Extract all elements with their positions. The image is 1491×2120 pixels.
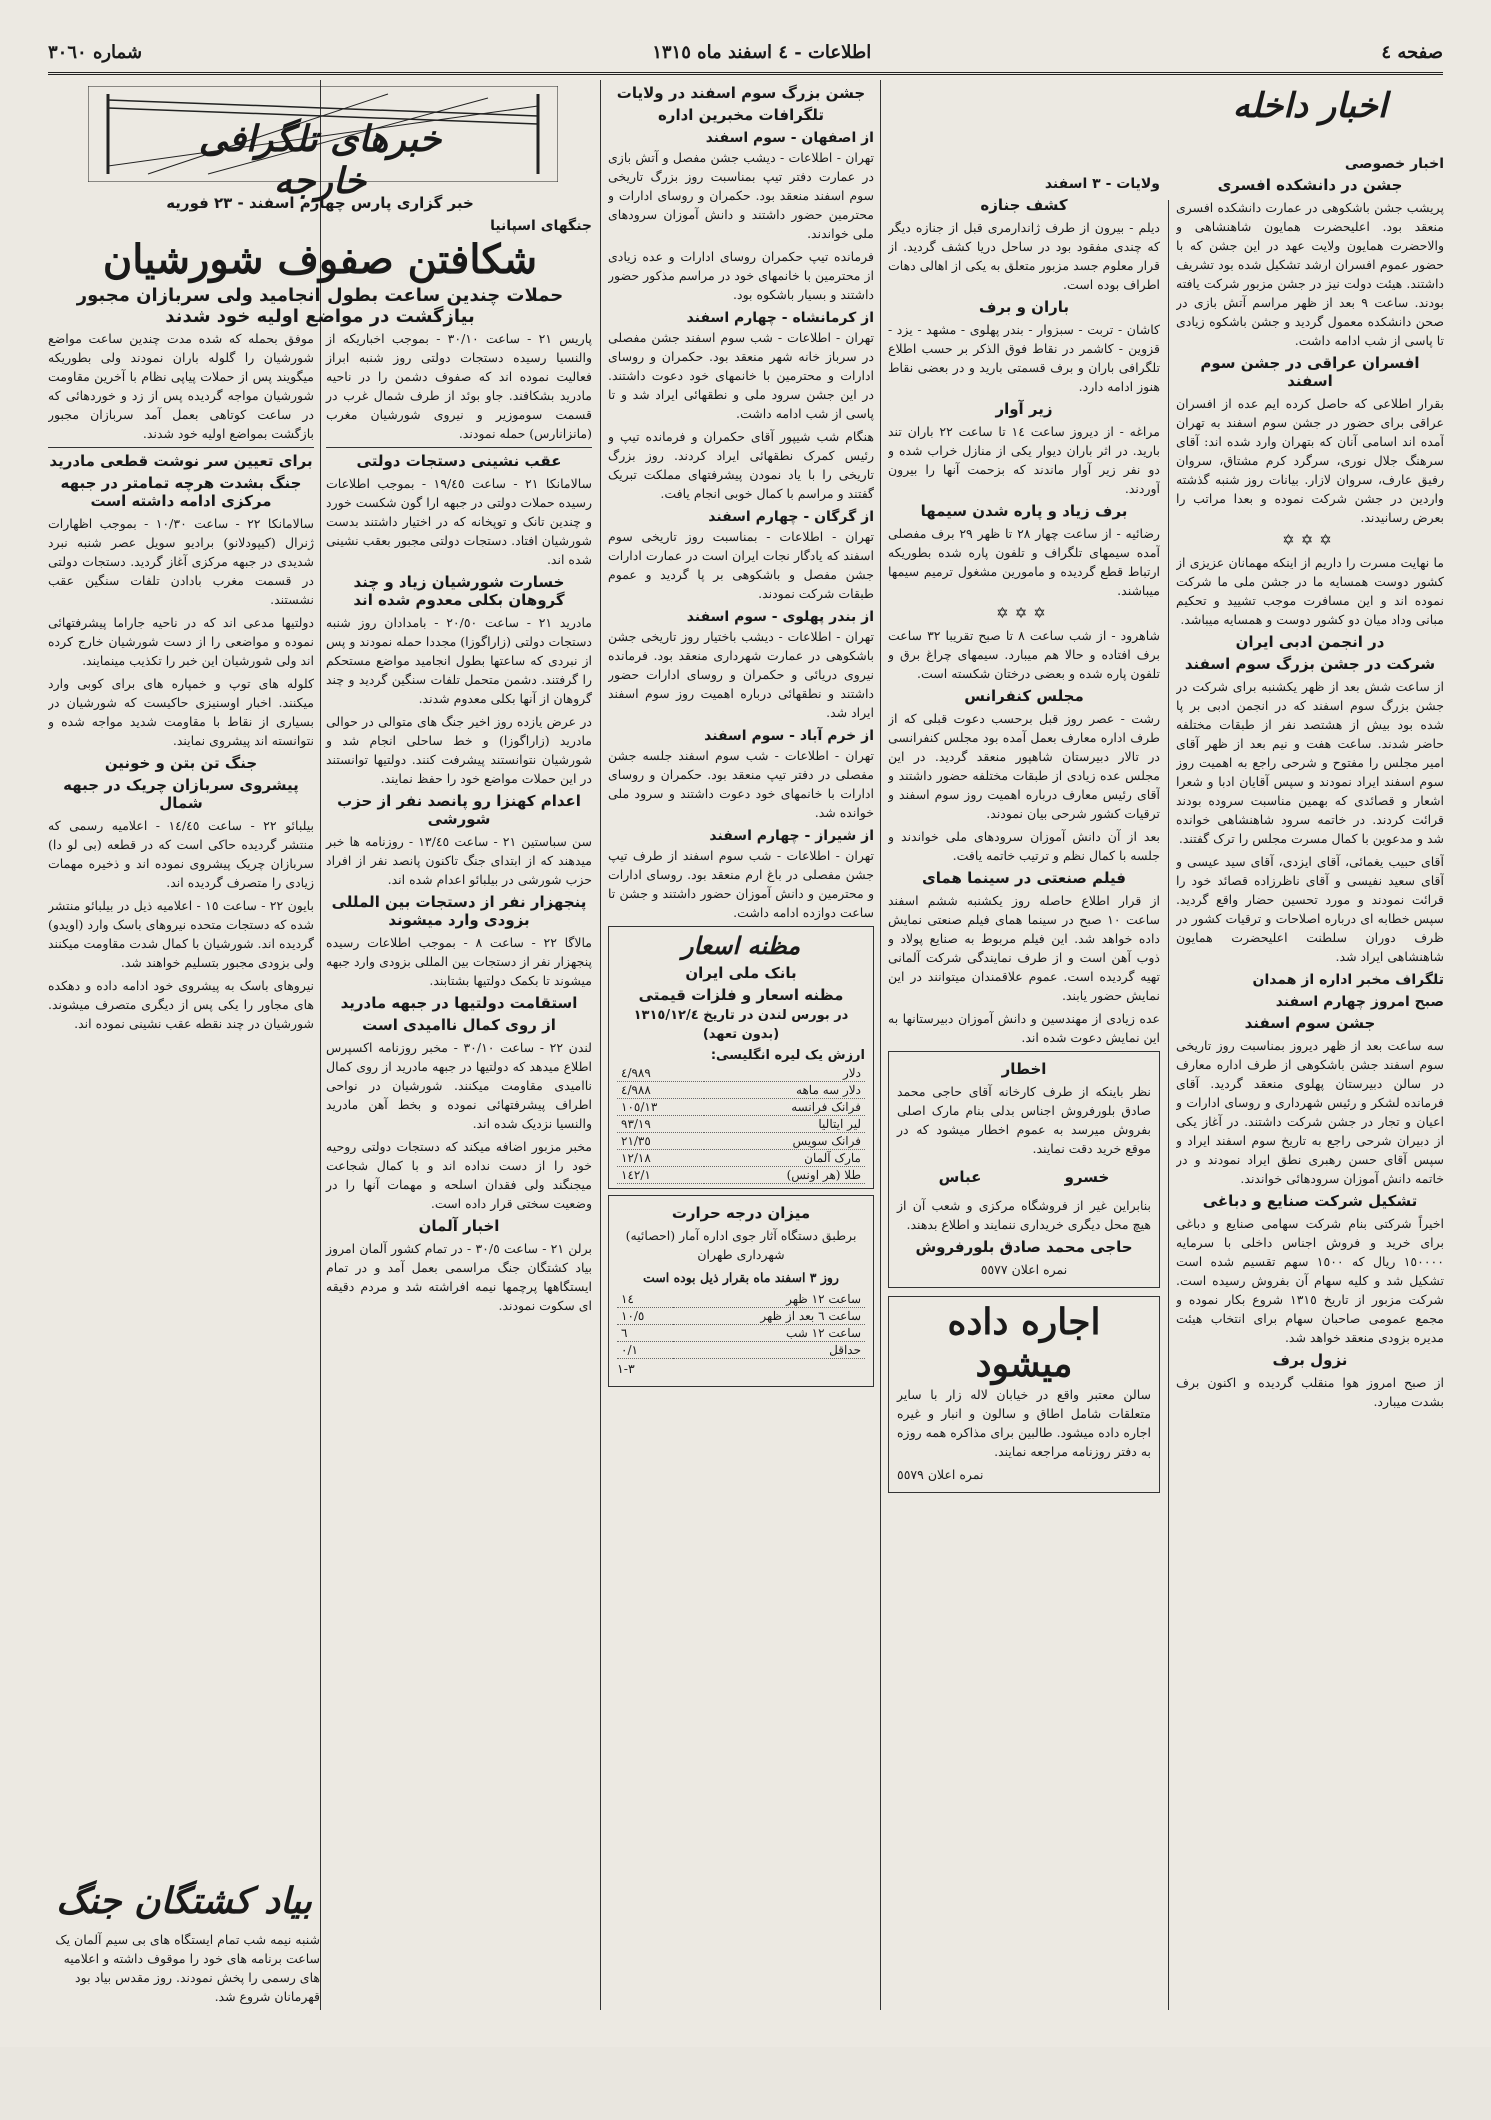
article-text: فرمانده تیپ حکمران روسای ادارات و عده زیادی از محترمین با خانمهای خود در مراسم مذکور حضور داشتند و بسیار باشکوه بود. (608, 249, 874, 302)
currency-rate: ١٢/١٨ (617, 1150, 704, 1167)
currency-name: فرانک فرانسه (704, 1099, 865, 1116)
article-text: رشت - عصر روز قبل برحسب دعوت قبلی که از طرف اداره معارف بعمل آمده بود مجلس کنفرانسی در تالار دبیرستان شاهپور منعقد گردید. در این مجلس عده زیادی از طبقات مختلفه حضور داشتند و آقای رئیس معارف درباره اهمیت روز سوم اسفند و ترقیات کشور شرحی بیان نمودند. (888, 711, 1160, 821)
article-text: سالامانکا ٢١ - ساعت ١٩/٤٥ - بموجب اطلاعات رسیده حملات دولتی در جبهه ارا گون شکست خورد و چندین تانک و توپخانه که در اختیار داشتند بدست شورشیان افتاد. دستجات دولتی مجبور بعقب نشینی شده اند. (326, 476, 592, 567)
table-row (617, 1116, 865, 1133)
notice-heading: اخطار (1001, 1060, 1047, 1078)
article-heading: باران و برف (979, 298, 1069, 316)
article-heading: نزول برف (1272, 1351, 1348, 1369)
temperature-value: ٠/١ (617, 1342, 673, 1359)
column-celebrations (608, 80, 874, 2010)
article-heading: اخبار آلمان (418, 1217, 500, 1235)
temperature-table (617, 1291, 865, 1359)
two-col-wrap (48, 329, 592, 1319)
currency-rate: ١٠٥/١٣ (617, 1099, 704, 1116)
article-subheading: جشن سوم اسفند (1244, 1014, 1376, 1032)
article-subheading: از روی کمال ناامیدی است (362, 1016, 556, 1034)
section-heading: جنگهای اسپانیا (490, 218, 592, 234)
temperature-box (608, 1195, 874, 1387)
ad-ref: نمره اعلان ٥٥٧٧ (980, 1262, 1068, 1277)
table-row (617, 1308, 865, 1325)
article-text: نیروهای باسک به پیشروی خود ادامه داده و دهکده های مجاور را یکی پس از دیگری متصرف میشوند. شورشیان در چند نقطه عقب نشینی نموده اند. (48, 978, 314, 1031)
column-rule (880, 80, 881, 2010)
article-text: تهران - اطلاعات - دیشب باختیار روز تاریخی جشن باشکوهی در عمارت شهرداری منعقد بود. فرمانده نیروی دریائی و حکمران و روسای ادارات حضور داشتند و نطقهائی درباره اهمیت روز سوم اسفند ایراد شد. (608, 629, 874, 720)
dateline-heading: از کرمانشاه - چهارم اسفند (686, 310, 874, 326)
ad-ref: ٣-١ (617, 1361, 635, 1376)
article-heading: صبح امروز چهارم اسفند (1275, 994, 1444, 1010)
dateline-heading: از گرگان - چهارم اسفند (708, 509, 874, 525)
foreign-news (48, 190, 592, 2010)
article-subheading: تلگرافات مخبرین اداره (657, 106, 825, 124)
exchange-rates-box (608, 926, 874, 1189)
column-provinces (888, 80, 1160, 2010)
temperature-caption: روز ٣ اسفند ماه بقرار ذیل بوده است (643, 1270, 839, 1285)
temperature-time: حداقل (673, 1342, 865, 1359)
article-text: ما نهایت مسرت را داریم از اینکه مهمانان عزیزی از کشور دوست همسایه ما در جشن ملی ما شرکت نموده اند و این مسافرت موجب تشیید و تحکیم مبانی وداد میان دو کشور دوست و همسایه میباشد. (1176, 555, 1444, 627)
article-heading: اعدام کهنزا رو پانصد نفر از حزب شورشی (337, 792, 581, 828)
bank-name: بانک ملی ایران (685, 964, 797, 982)
ornament: ✡✡✡ (996, 604, 1052, 622)
sub-col-right (326, 329, 592, 1319)
article-text: کاشان - تربت - سبزوار - بندر پهلوی - مشهد - یزد - قزوین - کاشمر در نقاط فوق الذکر بر حسب اطلاع تلگرافی باران و برف قسمتی بارید و در بعضی نقاط هنوز ادامه دارد. (888, 322, 1160, 394)
notice-text: نظر باینکه از طرف کارخانه آقای حاجی محمد صادق بلورفروش اجناس بدلی بنام مارک اصلی بفروش میرسد به عموم اخطار میشود که در موقع خرید دقت نمایند. (897, 1084, 1151, 1156)
article-text: سه ساعت بعد از ظهر دیروز بمناسبت روز تاریخی سوم اسفند جشن باشکوهی از طرف اداره معارف در سالن دبیرستان پهلوی منعقد گردید. آقای فرمانده لشکر و رئیس شهرداری و روسای ادارات و اعیان و تجار در جشن شرکت داشتند. در آغاز یکی از دبیران شرحی راجع به تاریخ سوم اسفند ایراد و سپس آقای حسن رهبری نطق ایراد نمودند و در خاتمه دانش آموزان سرودهائی خواندند. (1176, 1038, 1444, 1186)
article-text: تهران - اطلاعات - بمناسبت روز تاریخی سوم اسفند که یادگار نجات ایران است در عمارت ادارات جشن مفصل و باشکوهی بر پا گردید و عموم طبقات شرکت نمودند. (608, 529, 874, 601)
article-text: مراغه - از دیروز ساعت ١٤ تا ساعت ٢٢ باران تند بارید. در اثر باران دیوار یکی از منازل خراب شده و دو نفر زیر آوار ماندند که بزحمت آنها را بیرون آوردند. (888, 424, 1160, 496)
article-text: از قرار اطلاع حاصله روز یکشنبه ششم اسفند ساعت ١٠ صبح در سینما همای فیلم صنعتی نمایش داده خواهد شد. این فیلم مربوط به صنایع پولاد و ذوب آهن است و از طرف نمایندگی شرکت آلمانی تهیه گردیده است. عموم علاقمندان میتوانند در این نمایش حضور یابند. (888, 893, 1160, 1003)
article-heading: جشن در دانشکده افسری (1217, 176, 1403, 194)
temperature-time: ساعت ١٢ ظهر (673, 1291, 865, 1308)
temperature-title: میزان درجه حرارت (671, 1204, 811, 1222)
article-text: مادرید ٢١ - ساعت ٢٠/٥٠ - بامدادان روز شنبه دستجات دولتی (زاراگوزا) مجددا حمله نمودند و پس از نبردی که ساعتها بطول انجامید مواضع مستحکم را گرفتند. دشمن متحمل تلفات سنگین گردید و چند گروهان از آنها بکلی معدوم شدند. (326, 615, 592, 706)
currency-name: دلار (704, 1065, 865, 1082)
column-rule (1168, 200, 1169, 2010)
article-text: برلن ٢١ - ساعت ٣٠/٥ - در تمام کشور آلمان امروز بیاد کشتگان جنگ مراسمی بعمل آمد و در تمام ایستگاهها پرچمها نیمه افراشته شد و مردم دقیقه ای سکوت نمودند. (326, 1241, 592, 1313)
article-heading: خسارت شورشیان زیاد و چند گروهان بکلی معدوم شده اند (353, 573, 565, 609)
currency-name: دلار سه ماهه (704, 1082, 865, 1099)
article-heading: جشن بزرگ سوم اسفند در ولایات (616, 84, 866, 102)
dateline-heading: از بندر پهلوی - سوم اسفند (686, 609, 874, 625)
article-text: تهران - اطلاعات - شب سوم اسفند جلسه جشن مفصلی در دفتر تیپ منعقد بود. حکمران و روسای ادارات با خانمهای خود دعوت داشتند و سرود ملی خوانده شد. (608, 748, 874, 820)
page-header (48, 32, 1443, 75)
article-text: تهران - اطلاعات - شب سوم اسفند از طرف تیپ جشن مفصلی در باغ ارم منعقد بود. روسای ادارات و محترمین و دانش آموزان حضور داشتند و جشن تا ساعت دوازده ادامه داشت. (608, 848, 874, 920)
article-text: تهران - اطلاعات - دیشب جشن مفصل و آتش بازی در عمارت دفتر تیپ بمناسبت روز بزرگ تاریخی سوم اسفند منعقد بود. حکمران و روسای ادارات و محترمین حضور داشتند و دانش آموزان سرودهای ملی خواندند. (608, 150, 874, 241)
article-text: موفق بحمله که شده مدت چندین ساعت مواضع شورشیان را گلوله باران نمودند ولی بطوریکه میگویند پس از حملات پیاپی نظام با آخرین مقاومت شورشیان مواجه گردیده پس از زد و خوردهائی که در ساعت کوتاهی بعمل آمد سربازان مجبور بازگشت بمواضع اولیه خود شدند. (48, 331, 314, 441)
section-heading: ولایات - ٣ اسفند (1044, 176, 1160, 192)
temperature-value: ٦ (617, 1325, 673, 1342)
article-text: عده زیادی از مهندسین و دانش آموزان دبیرستانها به این نمایش دعوت شده اند. (888, 1011, 1160, 1045)
article-text: آقای حبیب یغمائی، آقای ایزدی، آقای سید عیسی و آقای سعید نفیسی و آقای ناظرزاده قصائد خود را قرائت نمودند و مورد تحسین حضار واقع گردید. سپس خطابه ای درباره اصلاحات و ترقیات کشور در ظرف دوران سلطنت اعلیحضرت همایون شاهنشاهی ایراد شد. (1176, 854, 1444, 964)
article-text: بیلبائو ٢٢ - ساعت ١٤/٤٥ - اعلامیه رسمی که منتشر گردیده حاکی است که در قطعه (بی لو دا) سربازان چریک پیشروی نموده اند و ذخیره مهمات زیادی را متصرف گردیده اند. (48, 818, 314, 890)
article-heading: مجلس کنفرانس (964, 687, 1084, 705)
notice-name: عباس (938, 1168, 982, 1186)
article-text: بقرار اطلاعی که حاصل کرده ایم عده از افسران عراقی برای حضور در جشن سوم اسفند به تهران آمده اند اسامی آنان که بتهران وارد شده اند: آقای سرهنگ جلال نوری، سرگرد کرم مشتاق، سروان رفیق عارف، سروان لازار. بیانات روز شنبه گذشته واردین در جشن شرکت نموده و بعدا مراتب را بعرض رسانیدند. (1176, 396, 1444, 525)
article-text: اخیراً شرکتی بنام شرکت سهامی صنایع و دباغی برای خرید و فروش اجناس داخلی با سرمایه ١٥٠٠٠٠ ریال که ١٥٠٠ سهم تقسیم شده است تشکیل شد و کلیه سهام آن بفروش رسیده است. شرکت مزبور از تاریخ ١٣١٥ شروع بکار نموده و مجمع عمومی صاحبان سهام برای انتخاب هیئت مدیره بزودی منعقد خواهد شد. (1176, 1216, 1444, 1345)
issue-number: شماره ٣٠٦٠ (48, 41, 143, 63)
ad-ref: نمره اعلان ٥٥٧٩ (897, 1467, 984, 1482)
table-row (617, 1291, 865, 1308)
temperature-source: برطبق دستگاه آثار جوی اداره آمار (احصائیه) شهرداری طهران (625, 1228, 857, 1262)
exchange-title: مظنه اسعار (681, 931, 801, 960)
article-text: از صبح امروز هوا منقلب گردیده و اکنون برف بشدت میبارد. (1176, 1375, 1444, 1409)
rule (326, 447, 592, 448)
article-heading: استقامت دولتیها در جبهه مادرید (340, 994, 578, 1012)
notice-signature: حاجی محمد صادق بلورفروش (915, 1238, 1133, 1256)
article-text: سالامانکا ٢٢ - ساعت ١٠/٣٠ - بموجب اظهارات ژنرال (کیپودلانو) برادیو سویل عصر شنبه نبرد شدیدی در جبهه مرکزی آغاز گردید. دستجات دولتی در قسمت مغرب بادادن تلفات سنگین عقب نشستند. (48, 516, 314, 607)
currency-rate: ٢١/٣٥ (617, 1133, 704, 1150)
article-heading: پنجهزار نفر از دستجات بین المللی بزودی وارد میشوند (331, 893, 587, 929)
column-domestic (1176, 80, 1444, 2010)
exchange-date: در بورس لندن در تاریخ ١٣١٥/١٢/٤ (633, 1008, 849, 1023)
table-row (617, 1342, 865, 1359)
article-heading: کشف جنازه (980, 196, 1068, 214)
article-heading: جنگ تن بتن و خونین (104, 754, 258, 772)
currency-rate: ١٤٢/١ (617, 1167, 704, 1184)
notice-names (897, 1164, 1151, 1190)
table-row (617, 1065, 865, 1082)
war-dead-headline: بیاد کشتگان جنگ (56, 1880, 312, 1922)
article-text: دولتیها مدعی اند که در ناحیه جاراما پیشرفتهائی نموده و مواضعی را از دست شورشیان خارج کرده اند ولی شورشیان این خبر را تکذیب مینمایند. (48, 615, 314, 668)
temperature-time: ساعت ١٢ شب (673, 1325, 865, 1342)
currency-name: طلا (هر اونس) (704, 1167, 865, 1184)
main-headline: شکافتن صفوف شورشیان (102, 236, 538, 283)
currency-name: لیر ایتالیا (704, 1116, 865, 1133)
temperature-time: ساعت ٦ بعد از ظهر (673, 1308, 865, 1325)
page-number: صفحه ٤ (1381, 41, 1443, 63)
section-heading: اخبار خصوصی (1344, 156, 1444, 172)
domestic-news-title: اخبار داخله (1232, 86, 1388, 126)
article-text: دیلم - بیرون از طرف ژاندارمری قبل از جنازه دیگر که چندی مفقود بود در ساحل دریا کشف گردید. از قرار معلوم جسد مزبور متعلق به یکی از اهالی دهات اطراف بوده است. (888, 220, 1160, 292)
currency-name: فرانک سویس (704, 1133, 865, 1150)
article-heading: برف زیاد و پاره شدن سیمها (920, 502, 1128, 520)
article-text: شاهرود - از شب ساعت ٨ تا صبح تقریبا ٣٢ ساعت برف افتاده و حالا هم میبارد. سیمهای چراغ برق و تلفون پاره شده و بعضی درختان شکسته است. (888, 628, 1160, 681)
masthead-date: اطلاعات - ٤ اسفند ماه ١٣١٥ (652, 41, 872, 63)
rent-ad-box (888, 1296, 1160, 1493)
exchange-caption: ارزش یک لیره انگلیسی: (710, 1048, 865, 1063)
table-row (617, 1133, 865, 1150)
article-heading: تلگراف مخبر اداره از همدان (1252, 972, 1444, 988)
column-rule (600, 80, 601, 2010)
article-text: پاریس ٢١ - ساعت ٣٠/١٠ - بموجب اخباریکه از والنسیا رسیده دستجات دولتی روز شنبه ابراز فعالیت نموده اند که صفوف دشمن را در ناحیه مادرید بشکافند. جاو بوئد از طرف شمال غرب در قسمت سوموزیر و نیروی شورشیان مغرب (مانزانارس) حمله نمودند. (326, 331, 592, 441)
article-subheading: پیشروی سربازان چریک در جبهه شمال (63, 776, 299, 812)
article-subheading: شرکت در جشن بزرگ سوم اسفند (1184, 655, 1436, 673)
spacer (888, 80, 1160, 170)
table-row (617, 1167, 865, 1184)
notice-text: بنابراین غیر از فروشگاه مرکزی و شعب آن از هیچ محل دیگری خریداری ننمایند و اطلاع بدهند. (897, 1198, 1151, 1232)
article-text: مالاگا ٢٢ - ساعت ٨ - بموجب اطلاعات رسیده پنجهزار نفر از دستجات بین المللی بزودی وارد جبهه میشوند تا بکمک دولتیها بشتابند. (326, 935, 592, 988)
article-text: شنبه نیمه شب تمام ایستگاه های بی سیم آلمان یک ساعت برنامه های خود را موقوف داشته و اعلامیه های رسمی را پخش نمودند. روز مقدس بیاد بود قهرمانان شروع شد. (55, 1932, 320, 2004)
article-heading: در انجمن ادبی ایران (1235, 633, 1385, 651)
article-text: تهران - اطلاعات - شب سوم اسفند جشن مفصلی در سرباز خانه شهر منعقد بود. حکمران و روسای ادارات و محترمین با خانمهای خود دعوت داشتند. در این جشن سرود ملی و نطقهائی ایراد شد و تا پاسی از شب ادامه داشت. (608, 330, 874, 421)
table-row (617, 1082, 865, 1099)
article-heading: عقب نشینی دستجات دولتی (356, 452, 562, 470)
rent-ad-text: سالن معتبر واقع در خیابان لاله زار با سایر متعلقات شامل اطاق و سالون و انبار و غیره اجاره داده میشود. طالبین برای مذاکره همه روزه به دفتر روزنامه مراجعه نمایند. (897, 1387, 1151, 1459)
exchange-note: (بدون تعهد) (702, 1027, 780, 1042)
currency-name: مارک آلمان (704, 1150, 865, 1167)
article-text: رضائیه - از ساعت چهار ٢٨ تا ظهر ٢٩ برف مفصلی آمده سیمهای تلگراف و تلفون پاره شده بطوریکه ارتباط قطع گردیده و مامورین مشغول ترمیم سیمها میباشند. (888, 526, 1160, 598)
article-text: در عرض یازده روز اخیر جنگ های متوالی در حوالی مادرید (زاراگوزا) و خط ساحلی انجام شد و شورشیان نتوانستند پیشرفت کنند. دولتیها توانستند در این حملات مواضع خود را حفظ نمایند. (326, 714, 592, 786)
exchange-subtitle: مظنه اسعار و فلزات قیمتی (638, 986, 844, 1004)
article-text: لندن ٢٢ - ساعت ٣٠/١٠ - مخبر روزنامه اکسپرس اطلاع میدهد که دولتیها در جبهه مادرید از روی کمال ناامیدی مقاومت میکنند. شورشیان در نواحی اطراف پیشرفتهائی نموده و بخط آهن مادرید والنسیا نزدیک شده اند. (326, 1040, 592, 1131)
ornament: ✡✡✡ (1282, 531, 1338, 549)
article-text: بعد از آن دانش آموزان سرودهای ملی خواندند و جلسه با کمال نظم و ترتیب خاتمه یافت. (888, 829, 1160, 863)
agency-line: خبر گزاری پارس چهارم اسفند - ٢٣ فوریه (166, 194, 474, 212)
article-text: کلوله های توپ و خمپاره های برای کوبی وارد میکنند. اخبار اوسنیزی حاکیست که شورشیان در بسیاری از نقاط با مقاومت شدید مواجه شده و نتوانسته اند پیشروی نمایند. (48, 676, 314, 748)
notice-name: خسرو (1064, 1168, 1110, 1186)
rule (48, 447, 314, 448)
notice-box (888, 1051, 1160, 1288)
exchange-table (617, 1065, 865, 1184)
foreign-telegrams-title: خبرهای تلگرافی خارجه (198, 118, 442, 202)
dateline-heading: از شیراز - چهارم اسفند (709, 828, 874, 844)
rent-ad-title: اجاره داده میشود (947, 1301, 1101, 1385)
dateline-heading: از خرم آباد - سوم اسفند (704, 728, 874, 744)
article-heading: زیر آوار (995, 400, 1053, 418)
article-heading: فیلم صنعتی در سینما همای (922, 869, 1126, 887)
main-subheadline: حملات چندین ساعت بطول انجامید ولی سربازان مجبور بیازگشت در مواضع اولیه خود شدند (76, 285, 564, 327)
article-text: از ساعت شش بعد از ظهر یکشنبه برای شرکت در جشن بزرگ سوم اسفند که در انجمن ادبی بر پا شده بود بیش از هشتصد نفر از طبقات مختلفه حاضر شدند. ساعت هفت و نیم بعد از ظهر آقای امیر مجلس را مفتوح و شرحی راجع به اهمیت روز سوم اسفند ایراد نمودند و سپس آقایان ادبا و شعرا اشعار و قصائدی که بهمین مناسبت سروده بودند قرائت کردند. در خاتمه سرود شاهنشاهی خوانده شد و مدعوین با کمال مسرت مجلس را ترک گفتند. (1176, 679, 1444, 846)
article-text: پریشب جشن باشکوهی در عمارت دانشکده افسری منعقد بود. اعلیحضرت همایون شاهنشاهی و والاحضرت همایون ولایت عهد در این جشن که با حضور عموم افسران ارشد تشکیل شده بود تشریف داشتند. هیئت دولت نیز در جشن مزبور شرکت یافته بودند. ساعت ٩ بعد از ظهر مراسم آتش بازی در صحن دانشکده معمول گردید و جشن باشکوه زیادی تا پاسی از شب ادامه داشت. (1176, 200, 1444, 348)
temperature-value: ١٠/٥ (617, 1308, 673, 1325)
article-text: سن سباستین ٢١ - ساعت ١٣/٤٥ - روزنامه ها خبر میدهند که از ابتدای جنگ تاکنون پانصد نفر از افراد حزب شورشی در بیلبائو اعدام شده اند. (326, 834, 592, 887)
table-row (617, 1150, 865, 1167)
dateline-heading: از اصفهان - سوم اسفند (705, 130, 874, 146)
article-text: هنگام شب شیپور آقای حکمران و فرمانده تیپ و رئیس کمرک نطقهائی ایراد کردند. روز بزرگ تاریخی را با یاد نمودن پیشرفتهای مملکت تبریک گفتند و مراسم با کمال خوبی انجام یافت. (608, 429, 874, 501)
currency-rate: ٩٣/١٩ (617, 1116, 704, 1133)
temperature-value: ١٤ (617, 1291, 673, 1308)
currency-rate: ٤/٩٨٨ (617, 1082, 704, 1099)
article-heading: افسران عراقی در جشن سوم اسفند (1200, 354, 1420, 390)
table-row (617, 1325, 865, 1342)
sub-col-left (48, 329, 314, 1319)
currency-rate: ٤/٩٨٩ (617, 1065, 704, 1082)
article-text: بایون ٢٢ - ساعت ١٥ - اعلامیه ذیل در بیلبائو منتشر شده که دستجات متحده نیروهای باسک وارد (اویدو) گردیده اند. شورشیان با کمال شدت مقاومت میکنند ولی بزودی مجبور بتسلیم خواهند شد. (48, 898, 314, 970)
table-row (617, 1099, 865, 1116)
article-subheading: جنگ بشدت هرچه تمامتر در جبهه مرکزی ادامه داشته است (60, 474, 302, 510)
article-text: مخبر مزبور اضافه میکند که دستجات دولتی روحیه خود را از دست نداده اند و با کمال شجاعت میجنگند ولی فقدان اسلحه و مهمات آنها را در وضعیت سختی قرار داده است. (326, 1139, 592, 1211)
article-heading: تشکیل شرکت صنایع و دباغی (1202, 1192, 1418, 1210)
article-heading: برای تعیین سر نوشت قطعی مادرید (49, 452, 313, 470)
